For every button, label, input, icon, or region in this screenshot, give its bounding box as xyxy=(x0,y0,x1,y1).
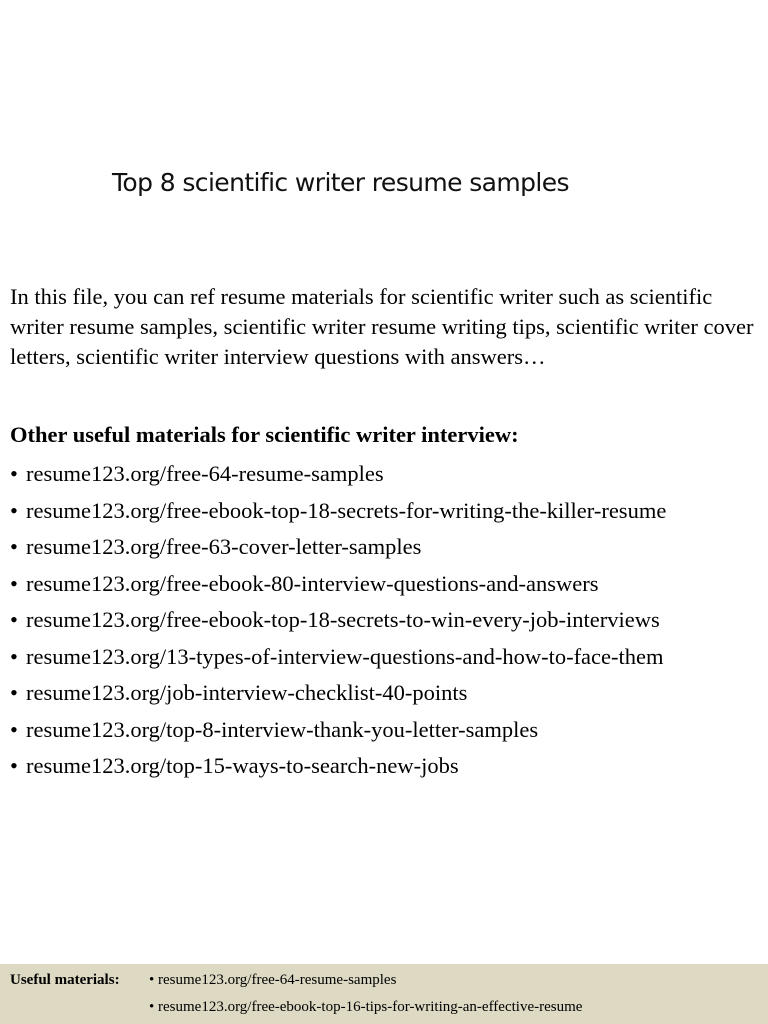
bullet: • xyxy=(10,716,18,742)
resource-link[interactable]: resume123.org/free-ebook-80-interview-questions-and-answers xyxy=(26,570,599,596)
list-item xyxy=(10,602,666,639)
bullet: • xyxy=(10,461,18,486)
bullet: • xyxy=(10,497,18,523)
resource-link[interactable]: resume123.org/top-15-ways-to-search-new-jobs xyxy=(26,753,459,778)
footer-bar xyxy=(0,964,768,1024)
footer-item xyxy=(149,972,396,989)
bullet: • xyxy=(10,570,18,596)
resource-link[interactable]: resume123.org/free-63-cover-letter-samples xyxy=(26,534,422,559)
bullet: • xyxy=(10,643,18,669)
resource-link[interactable]: resume123.org/top-8-interview-thank-you-letter-samples xyxy=(26,716,539,742)
footer-label: Useful materials xyxy=(10,972,115,988)
resource-link[interactable]: resume123.org/13-types-of-interview-questions-and-how-to-face-them xyxy=(26,643,664,669)
page-title: Top 8 scientific writer resume samples xyxy=(112,168,569,197)
list-item xyxy=(10,639,666,676)
footer-link[interactable]: resume123.org/free-ebook-top-16-tips-for-writing-an-effective-resume xyxy=(158,999,583,1015)
resource-link[interactable]: resume123.org/free-ebook-top-18-secrets-for-writing-the-killer-resume xyxy=(26,497,667,523)
bullet: • xyxy=(10,680,18,705)
footer-item xyxy=(149,999,582,1016)
materials-list xyxy=(10,456,666,785)
list-item xyxy=(10,529,666,566)
list-item xyxy=(10,566,666,603)
resource-link[interactable]: resume123.org/job-interview-checklist-40-points xyxy=(26,680,468,705)
list-item xyxy=(10,748,666,785)
resource-link[interactable]: resume123.org/free-64-resume-samples xyxy=(26,461,384,486)
bullet: • xyxy=(149,972,155,988)
bullet: • xyxy=(10,753,18,778)
footer-link[interactable]: resume123.org/free-64-resume-samples xyxy=(158,972,397,988)
bullet: • xyxy=(10,534,18,559)
footer-label-group xyxy=(10,972,120,989)
bullet: • xyxy=(10,607,18,632)
intro-paragraph: In this file, you can ref resume materials for scientific writer such as scientific writer resume samples, scientific writer resume writing tips, scientific writer cover letters, scientific writer interview questions with answers… xyxy=(10,284,754,369)
footer-separator: : xyxy=(114,972,120,988)
materials-heading: Other useful materials for scientific writer interview: xyxy=(10,422,519,447)
bullet: • xyxy=(149,999,155,1015)
list-item xyxy=(10,456,666,493)
resource-link[interactable]: resume123.org/free-ebook-top-18-secrets-to-win-every-job-interviews xyxy=(26,607,660,632)
list-item xyxy=(10,712,666,749)
list-item xyxy=(10,675,666,712)
list-item xyxy=(10,493,666,530)
